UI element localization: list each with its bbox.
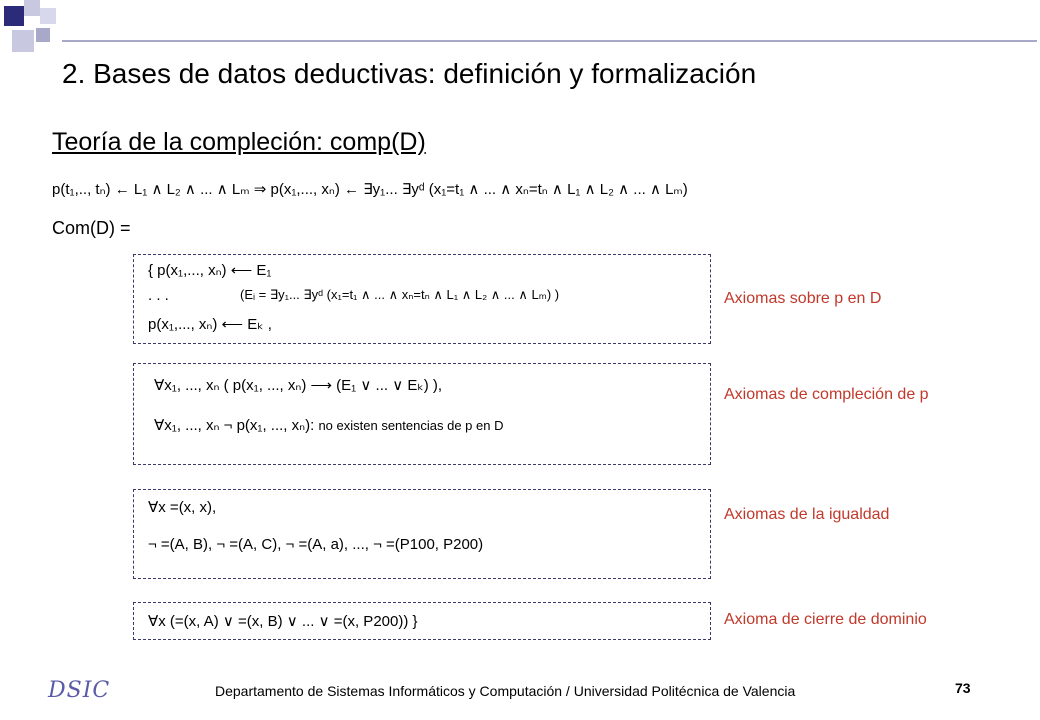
axioms-p-box (133, 254, 711, 344)
com-label: Com(D) = (52, 218, 131, 238)
box1-dots: . . . (148, 287, 169, 304)
annotation-domain-closure: Axioma de cierre de dominio (724, 611, 927, 628)
box2-line1: ∀x₁, ..., xₙ ( p(x₁, ..., xₙ) ⟶ (E₁ ∨ ... ∨ Eₖ) ), (154, 377, 443, 394)
box1-line2: (Eᵢ = ∃y₁... ∃yᵈ (x₁=t₁ ∧ ... ∧ xₙ=tₙ ∧ L₁ ∧ L₂ ∧ ... ∧ Lₘ) ) (240, 287, 560, 302)
box2-line2-formula: ∀x₁, ..., xₙ ¬ p(x₁, ..., xₙ): (154, 417, 315, 434)
footer-department: Departamento de Sistemas Informáticos y Computación / Universidad Politécnica de Valencia (215, 683, 796, 699)
annotation-equality-axioms: Axiomas de la igualdad (724, 506, 890, 523)
corner-decoration (0, 0, 60, 60)
box3-line2: ¬ =(A, B), ¬ =(A, C), ¬ =(A, a), ..., ¬ =(P100, P200) (148, 536, 484, 553)
annotation-axioms-p: Axiomas sobre p en D (724, 290, 882, 307)
box2-line2 (154, 416, 503, 434)
section-subtitle: Teoría de la compleción: comp(D) (52, 128, 426, 156)
dsic-logo: DSIC (48, 678, 111, 703)
box4-line1: ∀x (=(x, A) ∨ =(x, B) ∨ ... ∨ =(x, P200)) } (148, 613, 418, 630)
completion-formula: p(t₁,.., tₙ) ← L₁ ∧ L₂ ∧ ... ∧ Lₘ ⇒ p(x₁,..., xₙ) ← ∃y₁... ∃yᵈ (x₁=t₁ ∧ ... ∧ xₙ=tₙ ∧ L₁ ∧ L₂ ∧ ... ∧ Lₘ) (52, 181, 688, 198)
box1-line1: { p(x₁,..., xₙ) ⟵ E₁ (148, 262, 272, 279)
domain-closure-box (133, 602, 711, 640)
equality-axioms-box (133, 489, 711, 579)
box2-line2-note: no existen sentencias de p en D (318, 418, 504, 433)
box3-line1: ∀x =(x, x), (148, 499, 217, 516)
title-divider (62, 40, 1037, 42)
completion-axioms-box (133, 363, 711, 465)
page-number: 73 (955, 680, 971, 696)
box1-line3: p(x₁,..., xₙ) ⟵ Eₖ , (148, 316, 272, 333)
annotation-completion-axioms: Axiomas de compleción de p (724, 386, 929, 403)
page-title: 2. Bases de datos deductivas: definición y formalización (62, 58, 757, 89)
